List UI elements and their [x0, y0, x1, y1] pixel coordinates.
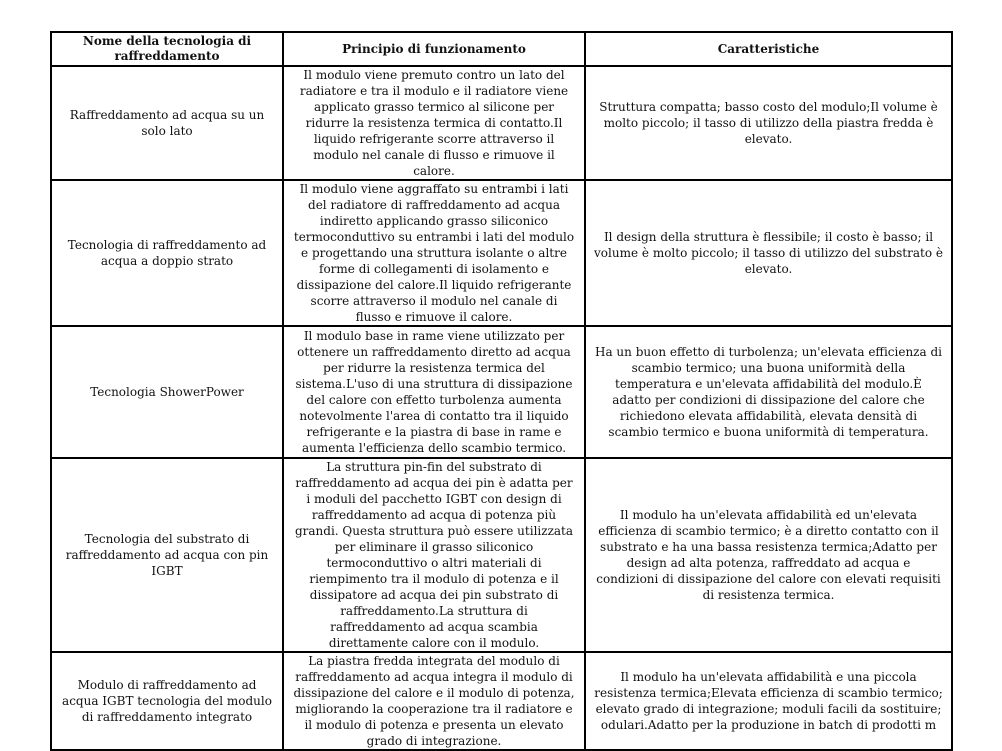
cell-characteristics: Il modulo ha un'elevata affidabilità e una piccola resistenza termica;Elevata efficienza di scambio termico; elevato grado di integrazione; moduli facili da sostituire; odulari.Adatto per la produzione in batch di prodotti m [585, 652, 952, 750]
table-row [51, 652, 952, 750]
cell-working-principle: Il modulo viene aggraffato su entrambi i lati del radiatore di raffreddamento ad acqua indiretto applicando grasso siliconico termoconduttivo su entrambi i lati del modulo e progettando una struttura isolante o altre forme di collegamenti di isolamento e dissipazione del calore.Il liquido refrigerante scorre attraverso il modulo nel canale di flusso e rimuove il calore. [283, 180, 585, 326]
cell-working-principle: La struttura pin-fin del substrato di raffreddamento ad acqua dei pin è adatta per i moduli del pacchetto IGBT con design di raffreddamento ad acqua di potenza più grandi. Questa struttura può essere utilizzata per eliminare il grasso siliconico termoconduttivo o altri materiali di riempimento tra il modulo di potenza e il dissipatore ad acqua dei pin substrato di raffreddamento.La struttura di raffreddamento ad acqua scambia direttamente calore con il modulo. [283, 458, 585, 652]
cell-working-principle: La piastra fredda integrata del modulo di raffreddamento ad acqua integra il modulo di dissipazione del calore e il modulo di potenza, migliorando la cooperazione tra il radiatore e il modulo di potenza e presenta un elevato grado di integrazione. [283, 652, 585, 750]
cell-characteristics: Struttura compatta; basso costo del modulo;Il volume è molto piccolo; il tasso di utilizzo della piastra fredda è elevato. [585, 66, 952, 180]
cell-characteristics: Ha un buon effetto di turbolenza; un'elevata efficienza di scambio termico; una buona uniformità della temperatura e un'elevata affidabilità del modulo.È adatto per condizioni di dissipazione del calore che richiedono elevata affidabilità, elevata densità di scambio termico e buona uniformità di temperatura. [585, 326, 952, 458]
cell-technology-name: Tecnologia ShowerPower [51, 326, 283, 458]
header-technology-name: Nome della tecnologia di raffreddamento [51, 32, 283, 66]
cell-working-principle: Il modulo base in rame viene utilizzato per ottenere un raffreddamento diretto ad acqua per ridurre la resistenza termica del sistema.L'uso di una struttura di dissipazione del calore con effetto turbolenza aumenta notevolmente l'area di contatto tra il liquido refrigerante e la piastra di base in rame e aumenta l'efficienza dello scambio termico. [283, 326, 585, 458]
table-header-row [51, 32, 952, 66]
table-row [51, 180, 952, 326]
table-row [51, 66, 952, 180]
cell-technology-name: Raffreddamento ad acqua su un solo lato [51, 66, 283, 180]
header-characteristics: Caratteristiche [585, 32, 952, 66]
cell-characteristics: Il modulo ha un'elevata affidabilità ed un'elevata efficienza di scambio termico; è a diretto contatto con il substrato e ha una bassa resistenza termica;Adatto per design ad alta potenza, raffreddato ad acqua e condizioni di dissipazione del calore con elevati requisiti di resistenza termica. [585, 458, 952, 652]
cell-working-principle: Il modulo viene premuto contro un lato del radiatore e tra il modulo e il radiatore viene applicato grasso termico al silicone per ridurre la resistenza termica di contatto.Il liquido refrigerante scorre attraverso il modulo nel canale di flusso e rimuove il calore. [283, 66, 585, 180]
cell-characteristics: Il design della struttura è flessibile; il costo è basso; il volume è molto piccolo; il tasso di utilizzo del substrato è elevato. [585, 180, 952, 326]
table-row [51, 326, 952, 458]
cell-technology-name: Tecnologia del substrato di raffreddamento ad acqua con pin IGBT [51, 458, 283, 652]
cooling-technologies-table [50, 31, 953, 751]
header-working-principle: Principio di funzionamento [283, 32, 585, 66]
cell-technology-name: Modulo di raffreddamento ad acqua IGBT tecnologia del modulo di raffreddamento integrato [51, 652, 283, 750]
cell-technology-name: Tecnologia di raffreddamento ad acqua a doppio strato [51, 180, 283, 326]
table-row [51, 458, 952, 652]
